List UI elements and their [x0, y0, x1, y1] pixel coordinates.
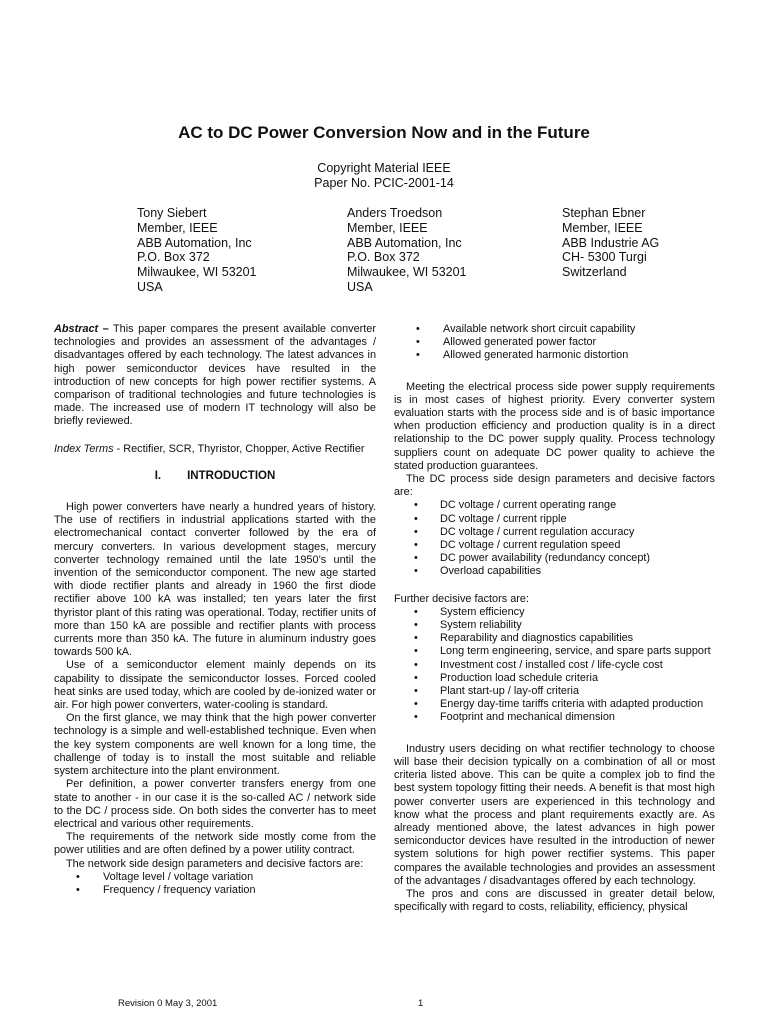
list-item: • System reliability	[394, 619, 715, 632]
right-column	[394, 323, 715, 914]
author-block-2	[347, 206, 467, 295]
pros-cons-paragraph: The pros and cons are discussed in greater detail below, specifically with regard to costs, reliability, efficiency, physical	[394, 887, 715, 914]
revision-footer: Revision 0 May 3, 2001	[118, 998, 218, 1009]
author-name: Tony Siebert	[137, 206, 207, 220]
list-item: • DC power availability (redundancy concept)	[394, 552, 715, 565]
author-name: Stephan Ebner	[562, 206, 646, 220]
author-block-3	[562, 206, 659, 280]
author-country: USA	[347, 279, 373, 294]
list-item: • Frequency / frequency variation	[54, 884, 376, 897]
author-address: P.O. Box 372	[347, 250, 420, 265]
index-terms-text: - Rectifier, SCR, Thyristor, Chopper, Active Rectifier	[116, 442, 365, 455]
network-factors-list	[54, 871, 376, 897]
further-factors-list	[394, 606, 715, 725]
author-membership: Member, IEEE	[347, 220, 428, 235]
list-item: • Production load schedule criteria	[394, 672, 715, 685]
list-item: • DC voltage / current regulation speed	[394, 539, 715, 552]
author-affiliation: ABB Industrie AG	[562, 235, 660, 250]
copyright-line: Copyright Material IEEE	[317, 161, 451, 175]
network-factors-list-continued	[394, 323, 715, 363]
list-item: • Overload capabilities	[394, 565, 715, 578]
paper-subheading	[0, 161, 768, 191]
author-country: Switzerland	[562, 265, 627, 280]
list-item: • Available network short circuit capability	[394, 323, 715, 336]
list-item: • DC voltage / current operating range	[394, 499, 715, 512]
section-heading-introduction	[54, 470, 376, 483]
intro-paragraph-network-factors: The network side design parameters and decisive factors are:	[66, 857, 364, 870]
author-affiliation: ABB Automation, Inc	[137, 235, 252, 250]
intro-paragraph-challenge: On the first glance, we may think that the high power converter technology is a simple and well-established technique. Even when the key system components are well known for a long time, the challenge of today is to install the most suitable and reliable system architecture into the plant environment.	[54, 712, 376, 778]
left-column	[54, 323, 376, 897]
paper-number: Paper No. PCIC-2001-14	[314, 176, 454, 190]
author-name: Anders Troedson	[347, 206, 443, 220]
intro-paragraph-definition: Per definition, a power converter transfers energy from one state to another - in our case it is the so-called AC / network side to the DC / process side. On both sides the converter has to meet electrical and various other requirements.	[54, 778, 376, 830]
author-membership: Member, IEEE	[137, 220, 218, 235]
list-item: • Energy day-time tariffs criteria with adapted production	[394, 698, 715, 711]
page-number: 1	[418, 998, 424, 1009]
abstract-text: This paper compares the present available converter technologies and provides an assessment of the advantages / disadvantages offered by each technology. The latest advances in high power semiconductor devices have resulted in the introduction of new concepts for high power rectifier systems. A comparison of traditional technologies and future technologies is made. The increased use of modern IT technology will also be briefly reviewed.	[54, 323, 376, 428]
author-city: Milwaukee, WI 53201	[347, 265, 467, 280]
list-item: • Allowed generated harmonic distortion	[394, 349, 715, 362]
author-address: P.O. Box 372	[137, 250, 210, 265]
author-membership: Member, IEEE	[562, 220, 643, 235]
intro-paragraph-history: High power converters have nearly a hundred years of history. The use of rectifiers in industrial applications started with the electromechanical contact converter followed by the era of mercury converters. In various development stages, mercury converter technology remained until the late 1950’s until the invention of the semiconductor component. The new age started with diode rectifier plants and already in 1960 the first diode rectifier above 100 kA was installed; ten years later the first thyristor plant of this rating was operational. Today, rectifier units of more than 150 kA are possible and rectifier plants with process currents more than 350 kA. The future in aluminum industry goes towards 500 kA.	[54, 501, 376, 659]
list-item: • Investment cost / installed cost / life-cycle cost	[394, 659, 715, 672]
intro-paragraph-cooling: Use of a semiconductor element mainly depends on its capability to dissipate the semiconductor losses. Forced cooled heat sinks are used today, which are cooled by de-ionized water or air. For high power converters, water-cooling is standard.	[54, 659, 376, 712]
industry-users-paragraph: Industry users deciding on what rectifier technology to choose will base their decision typically on a combination of all or most criteria listed above. This can be quite a complex job to find the best system topology fitting their needs. A benefit is that most high power converter users are experienced in this technology and know what the process and plant requirements exactly are. As already mentioned above, the latest advances in high power semiconductor devices have resulted in the introduction of newer system solutions for high power rectifier systems. This paper compares the available technologies and provides an assessment of the advantages / disadvantages offered by each technology.	[394, 742, 715, 887]
list-item: • Long term engineering, service, and spare parts support	[394, 645, 715, 658]
list-item: • DC voltage / current regulation accuracy	[394, 526, 715, 539]
list-item: • System efficiency	[394, 606, 715, 619]
further-factors-label: Further decisive factors are:	[394, 592, 529, 605]
index-terms	[54, 443, 376, 456]
section-number: I.	[154, 469, 162, 482]
process-factors-list	[394, 499, 715, 578]
list-item: • Plant start-up / lay-off criteria	[394, 685, 715, 698]
list-item: • Footprint and mechanical dimension	[394, 711, 715, 724]
list-item: • DC voltage / current ripple	[394, 513, 715, 526]
index-terms-label: Index Terms	[54, 442, 114, 455]
paper-title: AC to DC Power Conversion Now and in the Future	[178, 123, 590, 142]
process-factors-intro: The DC process side design parameters and decisive factors are:	[394, 473, 715, 499]
intro-paragraph-network-requirements: The requirements of the network side mostly come from the power utilities and are often defined by a power utility contract.	[54, 831, 376, 857]
author-block-1	[137, 206, 257, 295]
author-address: CH- 5300 Turgi	[562, 250, 647, 265]
section-title: INTRODUCTION	[187, 469, 276, 482]
author-affiliation: ABB Automation, Inc	[347, 235, 462, 250]
author-country: USA	[137, 279, 163, 294]
list-item: • Voltage level / voltage variation	[54, 871, 376, 884]
author-city: Milwaukee, WI 53201	[137, 265, 257, 280]
process-requirements-paragraph: Meeting the electrical process side power supply requirements is in most cases of highest priority. Every converter system evaluation starts with the process side and is of basic importance when production efficiency and production quality is in a direct relationship to the DC power supply quality. Process technology suppliers count on adequate DC power quality to achieve the stated production guarantees.	[394, 380, 715, 472]
list-item: • Reparability and diagnostics capabilities	[394, 632, 715, 645]
abstract	[54, 323, 376, 429]
abstract-label: Abstract –	[54, 323, 109, 335]
list-item: • Allowed generated power factor	[394, 336, 715, 349]
